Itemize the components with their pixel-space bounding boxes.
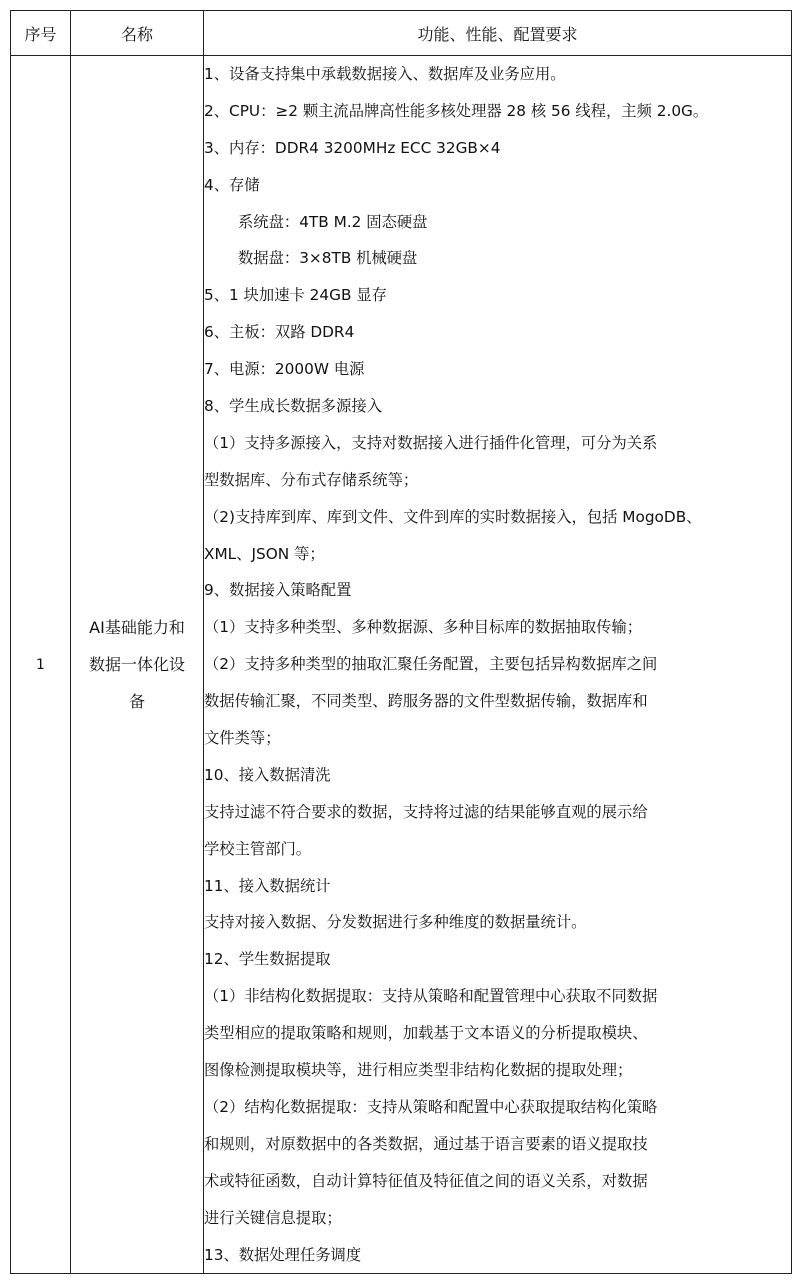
spec-line: 10、接入数据清洗: [204, 765, 331, 784]
spec-line: （1）支持多源接入，支持对数据接入进行插件化管理，可分为关系: [204, 433, 658, 452]
spec-line: （2）支持多种类型的抽取汇聚任务配置，主要包括异构数据库之间: [204, 655, 658, 674]
spec-line: 1、设备支持集中承载数据接入、数据库及业务应用。: [204, 65, 566, 83]
header-name: 名称: [71, 11, 204, 56]
spec-line: 支持对接入数据、分发数据进行多种维度的数据量统计。: [204, 913, 587, 932]
spec-line: 文件类等；: [204, 729, 281, 748]
spec-line: 类型相应的提取策略和规则，加载基于文本语义的分析提取模块、: [204, 1024, 648, 1043]
spec-line: 3、内存：DDR4 3200MHz ECC 32GB×4: [204, 138, 501, 157]
spec-line: 8、学生成长数据多源接入: [204, 397, 382, 416]
spec-line: 7、电源：2000W 电源: [204, 360, 365, 379]
header-index: 序号: [11, 11, 71, 56]
row-name: [71, 56, 204, 1274]
spec-line: 6、主板：双路 DDR4: [204, 323, 355, 342]
spec-line: 2、CPU：≥2 颗主流品牌高性能多核处理器 28 核 56 线程，主频 2.0G。: [204, 101, 709, 120]
spec-line: 学校主管部门。: [204, 839, 312, 858]
spec-table: [10, 10, 792, 1274]
row-name-line: AI基础能力和: [89, 618, 185, 638]
spec-line: 数据传输汇聚，不同类型、跨服务器的文件型数据传输，数据库和: [204, 692, 648, 711]
spec-line: （1）非结构化数据提取：支持从策略和配置管理中心获取不同数据: [204, 987, 658, 1006]
row-name-line: 备: [128, 692, 145, 712]
spec-line: （2)支持库到库、库到文件、文件到库的实时数据接入，包括 MogoDB、: [204, 507, 702, 526]
spec-line: 4、存储: [204, 175, 260, 194]
spec-line: （1）支持多种类型、多种数据源、多种目标库的数据抽取传输；: [204, 618, 643, 637]
spec-line: 数据盘：3×8TB 机械硬盘: [238, 249, 418, 268]
spec-line: 和规则，对原数据中的各类数据，通过基于语言要素的语义提取技: [204, 1134, 648, 1153]
header-spec: 功能、性能、配置要求: [204, 11, 792, 56]
row-spec: [204, 56, 792, 1274]
spec-line: 11、接入数据统计: [204, 876, 331, 895]
row-name-line: 数据一体化设: [88, 655, 185, 675]
spec-line: 型数据库、分布式存储系统等；: [204, 470, 419, 489]
spec-line: 图像检测提取模块等，进行相应类型非结构化数据的提取处理；: [204, 1061, 633, 1080]
spec-line: 进行关键信息提取；: [204, 1208, 342, 1227]
spec-line: 9、数据接入策略配置: [204, 581, 352, 600]
table-row: [11, 56, 792, 1274]
spec-line: 13、数据处理任务调度: [204, 1245, 362, 1264]
spec-line: 术或特征函数，自动计算特征值及特征值之间的语义关系，对数据: [204, 1171, 648, 1190]
row-index: 1: [11, 56, 71, 1274]
spec-line: 5、1 块加速卡 24GB 显存: [204, 286, 387, 305]
table-header-row: [11, 11, 792, 56]
spec-line: XML、JSON 等；: [204, 544, 325, 563]
spec-line: （2）结构化数据提取：支持从策略和配置中心获取提取结构化策略: [204, 1097, 658, 1116]
spec-line: 支持过滤不符合要求的数据，支持将过滤的结果能够直观的展示给: [204, 802, 648, 821]
spec-list: [204, 56, 791, 1273]
spec-line: 系统盘：4TB M.2 固态硬盘: [238, 212, 428, 231]
spec-line: 12、学生数据提取: [204, 950, 331, 969]
